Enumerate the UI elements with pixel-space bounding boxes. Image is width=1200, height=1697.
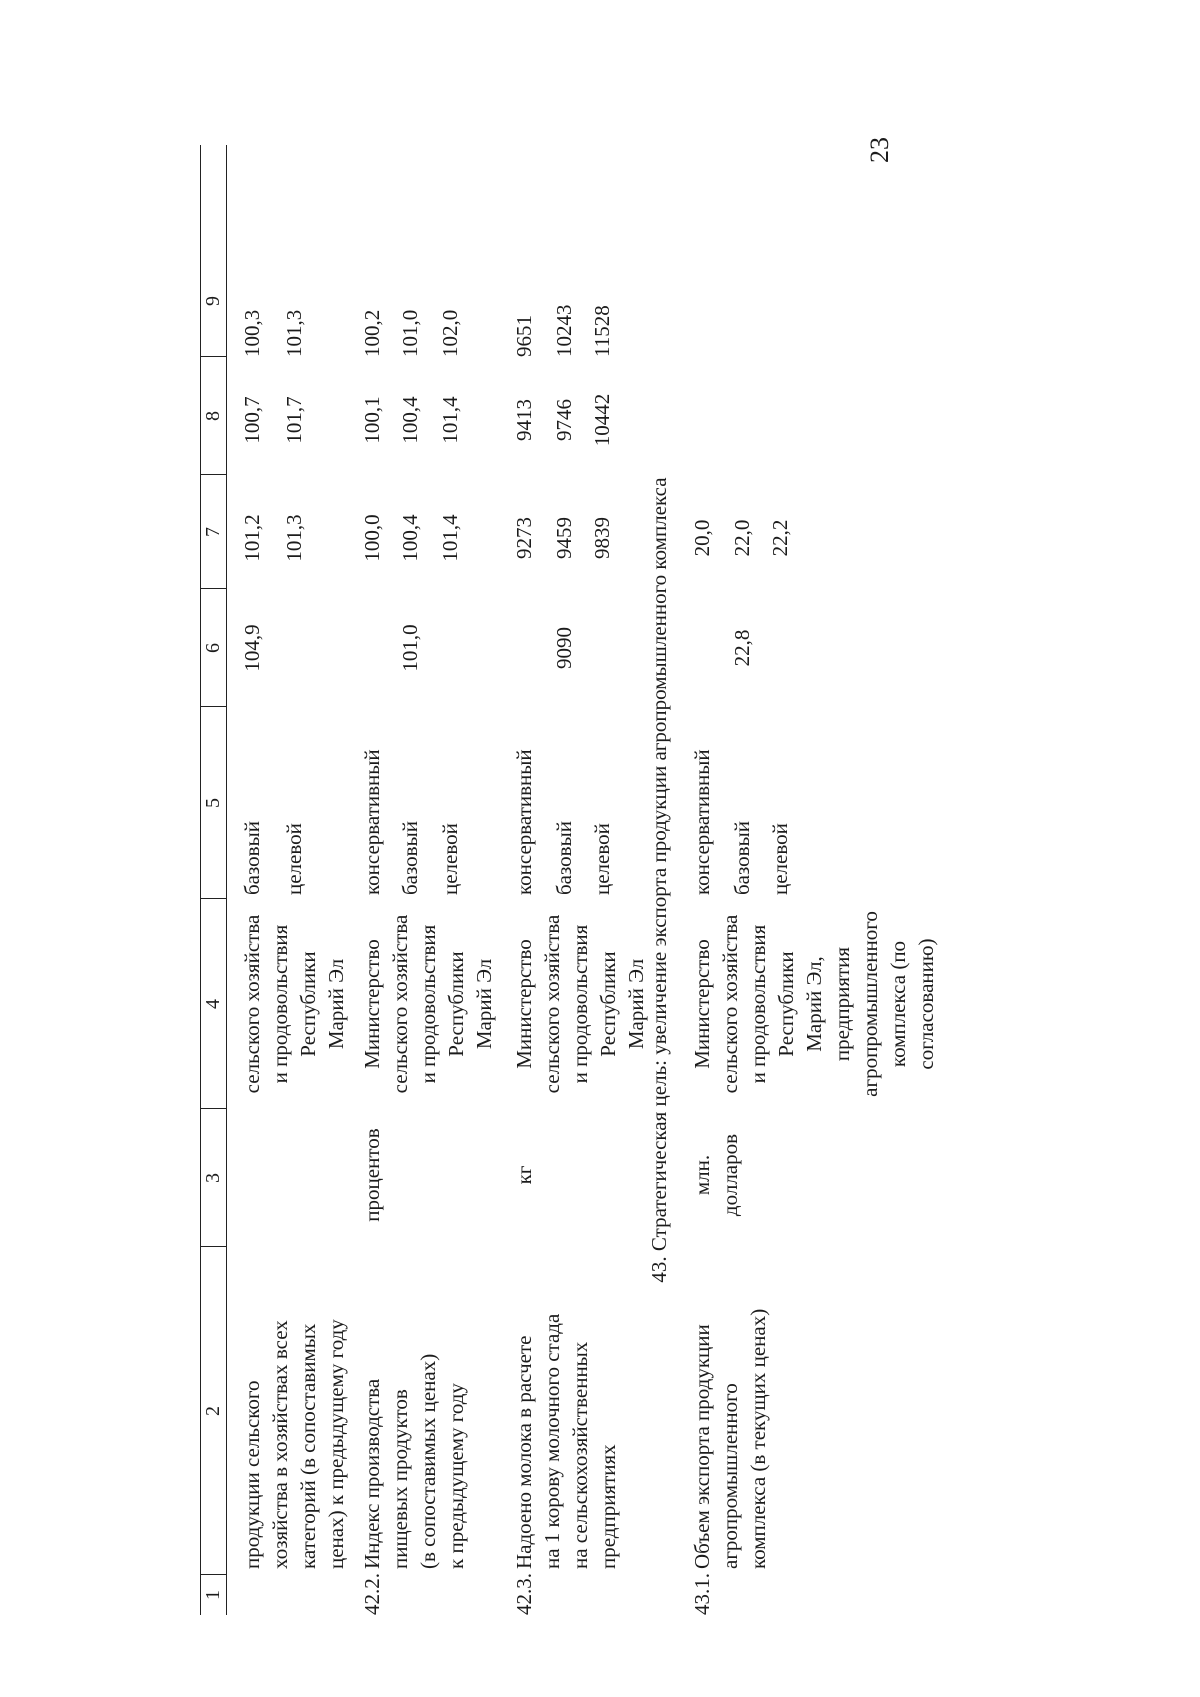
variant-conservative: консервативный [690, 749, 714, 895]
value-c9: 10243 [552, 304, 576, 357]
header-col-7: 7 [202, 527, 224, 537]
value-c7: 100,4 [398, 514, 422, 562]
unit-text: процентов [360, 1128, 384, 1222]
value-c9: 100,2 [360, 309, 384, 357]
variant-base: базовый [398, 821, 422, 895]
value-c7: 101,3 [282, 514, 306, 562]
header-col-1: 1 [202, 1590, 224, 1600]
indicator-text: Объем экспорта продукции агропромышленного комплекса (в текущих ценах) [690, 1308, 770, 1569]
table-landscape [196, 145, 966, 1615]
responsible-text: Министерство сельского хозяйства и продовольствия Республики Марий Эл [512, 914, 648, 1094]
row-number: 42.3. [512, 1573, 536, 1615]
row-number: 43.1. [690, 1573, 714, 1615]
value-c9: 101,3 [282, 309, 306, 357]
responsible-text: Министерство сельского хозяйства и продовольствия Республики Марий Эл, предприятия агропромышленного комплекса (по согласованию) [690, 911, 938, 1097]
variant-target: целевой [590, 823, 614, 895]
variant-conservative: консервативный [360, 749, 384, 895]
value-c7: 9839 [590, 517, 614, 559]
header-col-6: 6 [202, 643, 224, 653]
variant-target: целевой [768, 823, 792, 895]
value-c7: 101,4 [438, 514, 462, 562]
value-c8: 10442 [590, 393, 614, 447]
value-c7: 22,2 [768, 519, 792, 557]
value-c8: 100,4 [398, 396, 422, 444]
value-c9: 101,0 [398, 309, 422, 357]
header-col-8: 8 [202, 411, 224, 421]
unit-text: млн. долларов [690, 1133, 742, 1217]
header-col-2: 2 [202, 1406, 224, 1416]
value-c8: 100,1 [360, 396, 384, 444]
responsible-text: сельского хозяйства и продовольствия Республики Марий Эл [240, 914, 348, 1094]
indicator-text: продукции сельского хозяйства в хозяйствах всех категорий (в сопоставимых ценах) к предыдущему году [240, 1319, 348, 1569]
value-c8: 9413 [512, 399, 536, 441]
row-number: 42.2. [360, 1573, 384, 1615]
header-col-4: 4 [202, 999, 224, 1009]
value-c6: 22,8 [730, 629, 754, 667]
value-c9: 11528 [590, 305, 614, 357]
page-number: 23 [865, 137, 894, 163]
value-c7: 9459 [552, 517, 576, 559]
value-c9: 9651 [512, 315, 536, 357]
value-c9: 102,0 [438, 309, 462, 357]
value-c7: 101,2 [240, 514, 264, 562]
value-c8: 9746 [552, 399, 576, 441]
header-col-9: 9 [202, 296, 224, 306]
variant-target: целевой [282, 823, 306, 895]
value-c8: 101,7 [282, 396, 306, 444]
variant-base: базовый [240, 821, 264, 895]
header-col-3: 3 [202, 1173, 224, 1183]
value-c6: 101,0 [398, 624, 422, 672]
unit-text: кг [512, 1165, 536, 1185]
responsible-text: Министерство сельского хозяйства и продовольствия Республики Марий Эл [360, 914, 496, 1094]
value-c8: 100,7 [240, 396, 264, 444]
value-c8: 101,4 [438, 396, 462, 444]
section-heading: 43. Стратегическая цель: увеличение экспорта продукции агропромышленного комплекса [647, 477, 671, 1283]
header-col-5: 5 [202, 798, 224, 808]
value-c6: 9090 [552, 627, 576, 669]
variant-conservative: консервативный [512, 749, 536, 895]
value-c7: 22,0 [730, 519, 754, 557]
value-c7: 20,0 [690, 519, 714, 557]
value-c9: 100,3 [240, 309, 264, 357]
indicator-text: Индекс производства пищевых продуктов (в сопоставимых ценах) к предыдущему году [360, 1353, 468, 1569]
header-bottom-rule [226, 145, 227, 1615]
value-c7: 9273 [512, 517, 536, 559]
value-c6: 104,9 [240, 624, 264, 672]
variant-base: базовый [730, 821, 754, 895]
indicator-text: Надоено молока в расчете на 1 корову молочного стада на сельскохозяйственных предприятиях [512, 1313, 620, 1569]
variant-target: целевой [438, 823, 462, 895]
variant-base: базовый [552, 821, 576, 895]
value-c7: 100,0 [360, 514, 384, 562]
